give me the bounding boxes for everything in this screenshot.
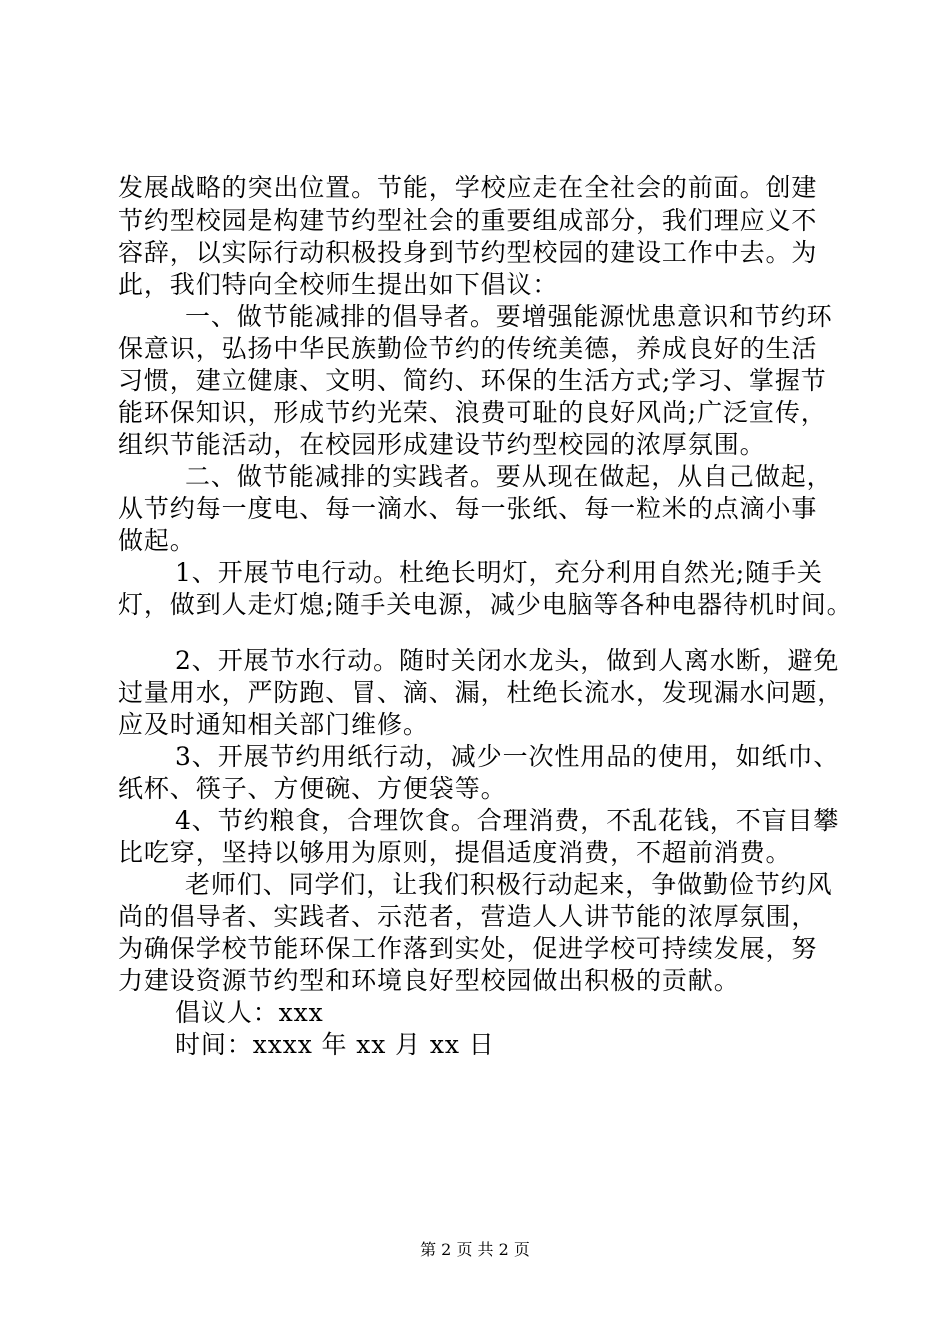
text-line: 比吃穿，坚持以够用为原则，提倡适度消费，不超前消费。	[118, 838, 792, 867]
text-line: 应及时通知相关部门维修。	[118, 710, 429, 739]
text-line: 能环保知识，形成节约光荣、浪费可耻的良好风尚;广泛宣传，	[118, 398, 827, 427]
text-line: 此，我们特向全校师生提出如下倡议：	[118, 270, 559, 299]
text-line: 习惯，建立健康、文明、简约、环保的生活方式;学习、掌握节	[118, 366, 827, 395]
signature-line: 倡议人：xxx	[175, 998, 324, 1027]
text-line: 一、做节能减排的倡导者。要增强能源忧患意识和节约环	[185, 302, 833, 331]
text-line: 老师们、同学们，让我们积极行动起来，争做勤俭节约风	[185, 870, 833, 899]
text-line: 为确保学校节能环保工作落到实处，促进学校可持续发展，努	[118, 934, 818, 963]
text-line: 3、开展节约用纸行动，减少一次性用品的使用，如纸巾、	[175, 742, 840, 771]
text-line: 过量用水，严防跑、冒、滴、漏，杜绝长流水，发现漏水问题，	[118, 678, 844, 707]
text-line: 发展战略的突出位置。节能，学校应走在全社会的前面。创建	[118, 173, 818, 202]
page-number-footer: 第 2 页 共 2 页	[420, 1240, 530, 1259]
text-line: 力建设资源节约型和环境良好型校园做出积极的贡献。	[118, 966, 740, 995]
text-line: 组织节能活动，在校园形成建设节约型校园的浓厚氛围。	[118, 430, 766, 459]
text-line: 灯，做到人走灯熄;随手关电源，减少电脑等各种电器待机时间。	[118, 590, 853, 619]
text-line: 1、开展节电行动。杜绝长明灯，充分利用自然光;随手关	[175, 558, 823, 587]
text-line: 4、节约粮食，合理饮食。合理消费，不乱花钱，不盲目攀	[175, 806, 840, 835]
text-line: 从节约每一度电、每一滴水、每一张纸、每一粒米的点滴小事	[118, 494, 818, 523]
text-line: 二、做节能减排的实践者。要从现在做起，从自己做起，	[185, 462, 833, 491]
text-line: 做起。	[118, 526, 196, 555]
text-line: 保意识，弘扬中华民族勤俭节约的传统美德，养成良好的生活	[118, 334, 818, 363]
text-line: 容辞，以实际行动积极投身到节约型校园的建设工作中去。为	[118, 238, 818, 267]
text-line: 节约型校园是构建节约型社会的重要组成部分，我们理应义不	[118, 206, 818, 235]
date-line: 时间：xxxx 年 xx 月 xx 日	[175, 1030, 495, 1059]
text-line: 纸杯、筷子、方便碗、方便袋等。	[118, 774, 507, 803]
text-line: 2、开展节水行动。随时关闭水龙头，做到人离水断，避免	[175, 646, 840, 675]
text-line: 尚的倡导者、实践者、示范者，营造人人讲节能的浓厚氛围，	[118, 902, 818, 931]
